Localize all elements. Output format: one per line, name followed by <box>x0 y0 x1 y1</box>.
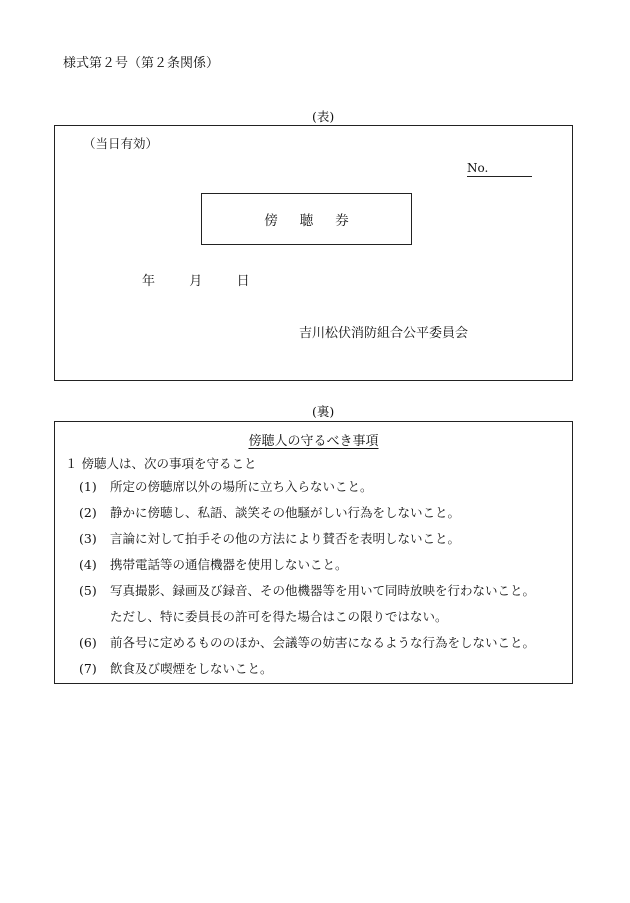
validity-note: （当日有効） <box>83 136 159 151</box>
rule-number: (2) <box>79 505 97 520</box>
rule-item <box>79 503 460 521</box>
rule-item <box>79 633 535 651</box>
ticket-back-card <box>54 421 573 684</box>
rule-text: 所定の傍聴席以外の場所に立ち入らないこと。 <box>110 479 373 494</box>
rule-number: (1) <box>79 479 97 494</box>
issuing-organization: 吉川松伏消防組合公平委員会 <box>299 326 469 341</box>
rule-number: (6) <box>79 635 97 650</box>
rule-item <box>79 581 535 599</box>
rule-item <box>79 659 273 677</box>
front-side-label: (表) <box>312 109 335 124</box>
rule-text: 携帯電話等の通信機器を使用しないこと。 <box>110 557 348 572</box>
ticket-title: 傍聴券 <box>264 213 371 229</box>
number-label: No. <box>467 161 489 175</box>
date-year-label: 年 <box>142 274 156 289</box>
rule-item <box>79 555 348 573</box>
rule-text: 前各号に定めるもののほか、会議等の妨害になるような行為をしないこと。 <box>110 635 536 650</box>
date-line <box>142 270 250 289</box>
rule-text: 静かに傍聴し、私語、談笑その他騒がしい行為をしないこと。 <box>110 505 461 520</box>
rule-text: 写真撮影、録画及び録音、その他機器等を用いて同時放映を行わないこと。 <box>110 583 536 598</box>
rule-number: (4) <box>79 557 97 572</box>
rule-text: 飲食及び喫煙をしないこと。 <box>110 661 273 676</box>
rule-number: (7) <box>79 661 97 676</box>
ticket-front-card <box>54 125 573 381</box>
ticket-title-box <box>201 193 412 245</box>
rules-title <box>55 430 572 449</box>
back-side-label: (裏) <box>312 404 335 419</box>
form-number-title: 様式第２号（第２条関係） <box>63 56 220 71</box>
rule-text: 言論に対して拍手その他の方法により賛否を表明しないこと。 <box>110 531 461 546</box>
ticket-number-field <box>467 161 532 177</box>
rules-heading: １ 傍聴人は、次の事項を守ること <box>65 456 257 471</box>
rule-item <box>79 529 460 547</box>
date-month-label: 月 <box>189 274 203 289</box>
rule-item <box>79 477 373 495</box>
rule-number: (3) <box>79 531 97 546</box>
rules-title-text: 傍聴人の守るべき事項 <box>248 434 379 449</box>
rule-continuation: ただし、特に委員長の許可を得た場合はこの限りではない。 <box>110 609 448 624</box>
rule-number: (5) <box>79 583 97 598</box>
date-day-label: 日 <box>236 274 250 289</box>
